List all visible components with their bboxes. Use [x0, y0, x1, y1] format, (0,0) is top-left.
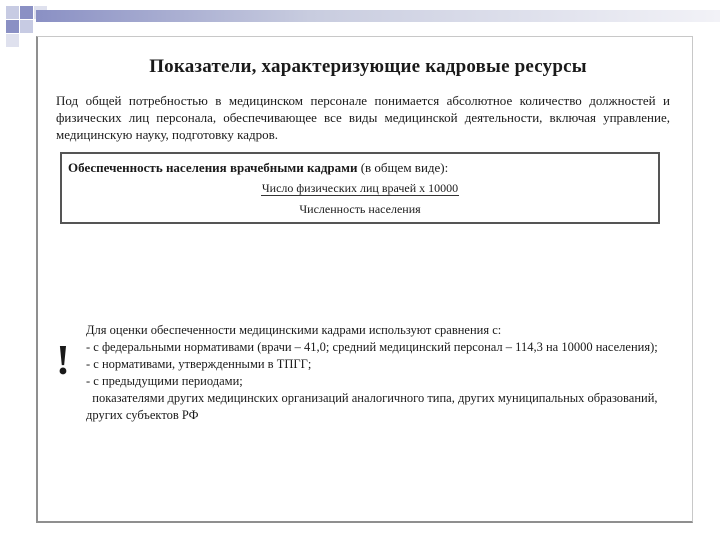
page-title: Показатели, характеризующие кадровые ресурсы [149, 56, 587, 77]
formula-numerator [62, 181, 658, 196]
note-line: - с федеральными нормативами (врачи – 41,0; средний медицинский персонал – 114,3 на 10000 населения); [86, 340, 658, 354]
note-line: показателями других медицинских организаций аналогичного типа, других муниципальных образований, других субъектов РФ [86, 391, 661, 422]
note-line: - с предыдущими периодами; [86, 374, 243, 388]
decor-square [6, 34, 19, 47]
note-line: Для оценки обеспеченности медицинскими кадрами используют сравнения с: [86, 323, 502, 337]
decor-square [6, 6, 19, 19]
decor-square [6, 20, 19, 33]
decor-square [20, 6, 33, 19]
exclamation-icon: ! [56, 338, 70, 384]
formula-heading-bold: Обеспеченность населения врачебными кадрами [68, 160, 358, 175]
notes-block [86, 322, 674, 424]
formula-denominator: Численность населения [299, 202, 421, 216]
formula-numerator-text: Число физических лиц врачей х 10000 [261, 181, 459, 195]
header-gradient-bar [36, 10, 720, 22]
formula-heading-rest: (в общем виде): [357, 160, 449, 175]
formula-heading [68, 160, 448, 176]
formula-box [60, 152, 660, 224]
note-line: - с нормативами, утвержденными в ТПГГ; [86, 357, 312, 371]
intro-paragraph: Под общей потребностью в медицинском персонале понимается абсолютное количество должностей и физических лиц персонала, обеспечивающее все виды медицинской деятельности, включая управление, медицинскую науку, подготовку кадров. [56, 93, 670, 142]
decor-square [20, 20, 33, 33]
